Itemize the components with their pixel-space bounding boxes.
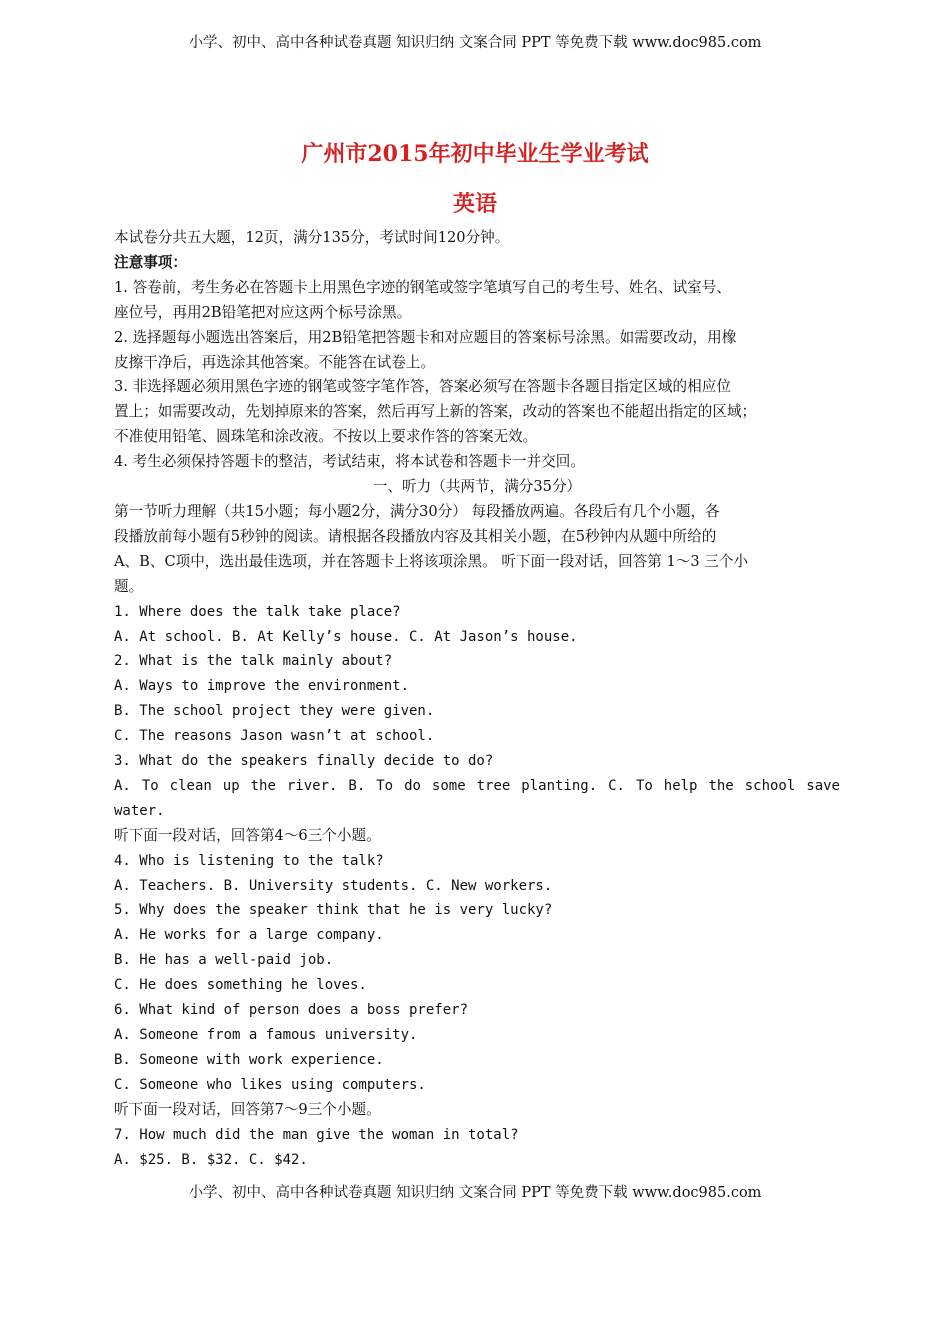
group-intro: 听下面一段对话，回答第7～9三个小题。 xyxy=(114,1100,381,1118)
group-intro: 听下面一段对话，回答第4～6三个小题。 xyxy=(114,826,381,844)
exam-content xyxy=(114,226,840,1172)
word: up xyxy=(222,777,240,794)
section-title: 一、听力（共两节，满分35分） xyxy=(372,478,582,496)
notice-line: 皮擦干净后，再选涂其他答案。不能答在试卷上。 xyxy=(114,353,436,371)
word: river. xyxy=(286,777,338,794)
option-line: A. Ways to improve the environment. xyxy=(114,678,410,695)
notice-line: 4. 考生必须保持答题卡的整洁，考试结束，将本试卷和答题卡一并交回。 xyxy=(114,453,585,471)
intro-text: 本试卷分共五大题，12页，满分135分，考试时间120分钟。 xyxy=(114,229,510,246)
word: school xyxy=(744,777,796,794)
option-line: A. Someone from a famous university. xyxy=(114,1027,418,1043)
option-line: A. At school. B. At Kelly’s house. C. At Jason’s house. xyxy=(114,628,578,645)
question-line: 4. Who is listening to the talk? xyxy=(114,852,384,869)
word: To xyxy=(635,777,653,794)
notice-line: 座位号，再用2B铅笔把对应这两个标号涂黑。 xyxy=(114,303,412,321)
question-group-3 xyxy=(114,1123,840,1173)
section-intro xyxy=(114,500,840,600)
notice-line: 不准使用铅笔、圆珠笔和涂改液。不按以上要求作答的答案无效。 xyxy=(114,428,538,446)
notice-line: 2. 选择题每小题选出答案后，用2B铅笔把答题卡和对应题目的答案标号涂黑。如需要改动，用橡 xyxy=(114,328,737,346)
question-line: 3. What do the speakers finally decide to do? xyxy=(114,753,494,770)
word: B. xyxy=(348,777,366,794)
word: A. xyxy=(114,777,131,794)
word: save xyxy=(806,777,840,794)
section-intro-line: 第一节听力理解（共15小题；每小题2分，满分30分） 每段播放两遍。各段后有几个小题，各 xyxy=(114,502,720,520)
word: the xyxy=(708,777,734,794)
section-intro-line: 段播放前每小题有5秒钟的阅读。请根据各段播放内容及其相关小题，在5秒钟内从题中所给的 xyxy=(114,527,717,545)
question-line: 1. Where does the talk take place? xyxy=(114,603,401,620)
question-group-2 xyxy=(114,849,840,1098)
notice-line: 3. 非选择题必须用黑色字迹的钢笔或签字笔作答，答案必须写在答题卡各题目指定区域的相应位 xyxy=(114,378,731,396)
notice-line: 1. 答卷前，考生务必在答题卡上用黑色字迹的钢笔或签字笔填写自己的考生号、姓名、试室号、 xyxy=(114,278,731,296)
q3-options-line xyxy=(114,774,840,799)
question-line: 5. Why does the speaker think that he is very lucky? xyxy=(114,902,553,919)
option-continuation: water. xyxy=(114,802,165,819)
option-line: B. The school project they were given. xyxy=(114,703,435,720)
exam-title: 广州市2015年初中毕业生学业考试 xyxy=(301,141,649,167)
option-line: A. He works for a large company. xyxy=(114,927,384,944)
word: clean xyxy=(169,777,212,794)
option-line: B. Someone with work experience. xyxy=(114,1051,384,1068)
option-line: A. Teachers. B. University students. C. New workers. xyxy=(114,877,553,894)
word: do xyxy=(404,777,421,794)
question-line: 2. What is the talk mainly about? xyxy=(114,653,393,670)
question-line: 7. How much did the man give the woman in total? xyxy=(114,1126,519,1143)
word: C. xyxy=(608,777,625,794)
word: some xyxy=(431,777,466,794)
word: To xyxy=(141,777,159,794)
word: To xyxy=(376,777,394,794)
page-header: 小学、初中、高中各种试卷真题 知识归纳 文案合同 PPT 等免费下载 www.doc985.com xyxy=(188,35,762,51)
page-footer: 小学、初中、高中各种试卷真题 知识归纳 文案合同 PPT 等免费下载 www.doc985.com xyxy=(188,1185,762,1201)
option-line: A. $25. B. $32. C. $42. xyxy=(114,1151,308,1168)
notice-heading: 注意事项： xyxy=(114,253,187,271)
option-line: B. He has a well-paid job. xyxy=(114,952,334,969)
option-line: C. The reasons Jason wasn’t at school. xyxy=(114,728,435,745)
notice-line: 置上；如需要改动，先划掉原来的答案，然后再写上新的答案，改动的答案也不能超出指定的区域； xyxy=(114,403,757,421)
word: the xyxy=(250,777,276,794)
word: planting. xyxy=(521,777,598,794)
option-line: C. He does something he loves. xyxy=(114,977,367,994)
section-intro-line: 题。 xyxy=(114,577,144,595)
question-line: 6. What kind of person does a boss prefer? xyxy=(114,1002,469,1019)
notice-list xyxy=(114,276,840,475)
word: tree xyxy=(476,777,511,794)
question-group-1 xyxy=(114,600,840,824)
subject-title: 英语 xyxy=(452,191,497,217)
section-intro-line: A、B、C项中，选出最佳选项，并在答题卡上将该项涂黑。 听下面一段对话，回答第 1～3 三个小 xyxy=(114,552,749,570)
option-line: C. Someone who likes using computers. xyxy=(114,1076,426,1093)
word: help xyxy=(663,777,698,794)
